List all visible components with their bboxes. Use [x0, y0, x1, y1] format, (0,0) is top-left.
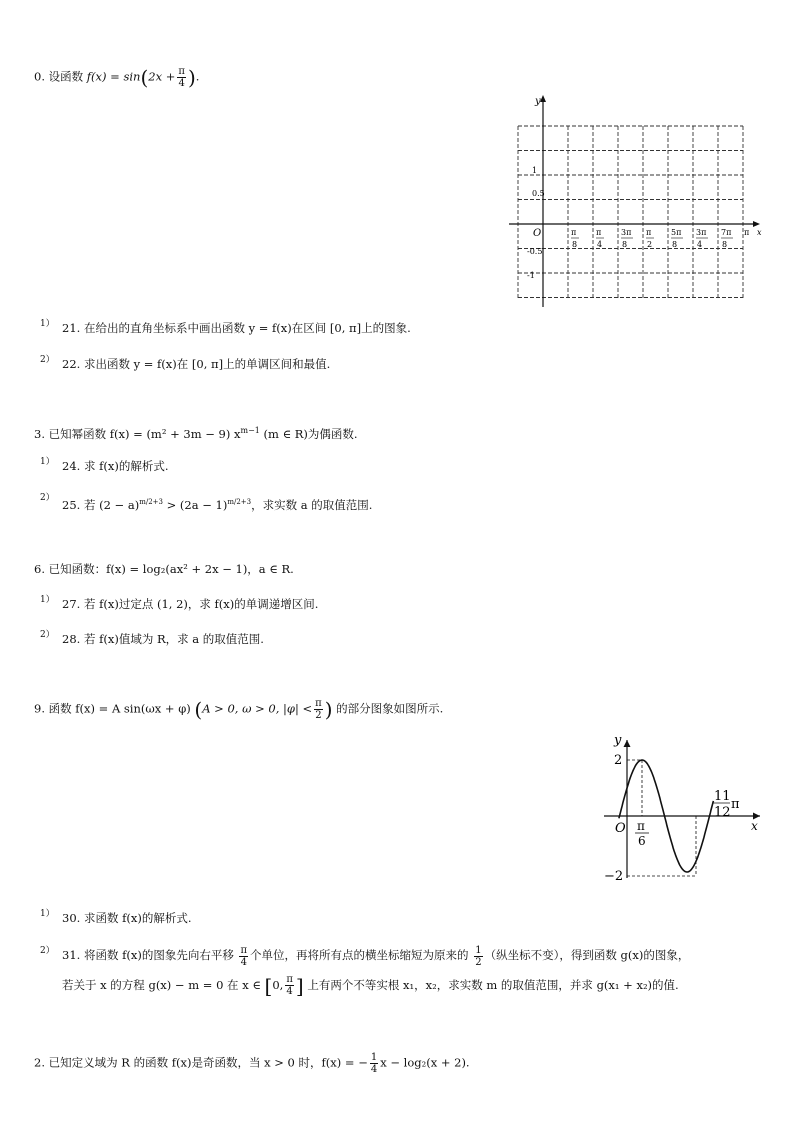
q20-fraction: $\frac{\pi}{4}$ [178, 66, 185, 89]
grid-lines [509, 95, 760, 307]
g2-y-label: y [614, 733, 622, 748]
q31-row: 2） 31. 将函数 f(x)的图象先向右平移 $\frac{\pi}{4}$ 个单位，再将所有点的横坐标缩短为原来的 $\frac{1}{2}$ （纵坐标不变），得到函数 g(x)的图象， 若关于 x 的方程 g(x) − m = 0 在 x ∈ [0, $\frac{\pi}{4}$ ] 上有两个不等实根 x₁，x₂，求实数 m 的取值范围，并求 g(x₁ + x₂)的值. [40, 944, 690, 998]
grid-y-tick: -1 [527, 271, 535, 280]
q25-text: 25. 若 $(2 - a)^{m/2+3} > (2a - 1)^{m/2+3}$，求实数 a 的取值范围. [62, 497, 373, 512]
g2-y-max: 2 [614, 753, 623, 768]
grid-x-tick-den: 8 [672, 240, 678, 249]
g2-xtick2-den: 12 [714, 805, 731, 820]
q28-row: 2） 28. 若 f(x)值域为 R，求 a 的取值范围. [40, 630, 264, 646]
grid-x-tick-num: π [571, 228, 577, 237]
q22-text: 22. 求出函数 y = f(x)在 [0, π]上的单调区间和最值. [62, 357, 331, 371]
grid-x-tick-den: 8 [622, 240, 628, 249]
g2-y-min: −2 [604, 869, 624, 884]
grid-x-tick-num: 5π [671, 228, 682, 237]
q25-row: 2） 25. 若 $(2 - a)^{m/2+3} > (2a - 1)^{m/2+3}$，求实数 a 的取值范围. [40, 493, 373, 512]
grid-x-tick-den: 4 [597, 240, 603, 249]
grid-x-end: π [744, 228, 750, 237]
q22-row: 2） 22. 求出函数 y = f(x)在 [0, π]上的单调区间和最值. [40, 355, 331, 371]
g2-x-label: x [751, 819, 758, 833]
q24-text: 24. 求 f(x)的解析式. [62, 459, 169, 473]
grid-x-tick-num: π [646, 228, 652, 237]
q31-line1: 31. 将函数 f(x)的图象先向右平移 $\frac{\pi}{4}$ 个单位，再将所有点的横坐标缩短为原来的 $\frac{1}{2}$ （纵坐标不变），得到函数 g(x)的图象， [62, 944, 690, 968]
grid-x-tick-den: 2 [647, 240, 653, 249]
q29-statement: 9. 函数 f(x) = A sin(ωx + φ) (A > 0, ω > 0, |φ| < $\frac{\pi}{2}$ ) 的部分图象如图所示. [34, 697, 444, 722]
grid-x-tick-den: 8 [572, 240, 578, 249]
q26-statement: 6. 已知函数：f(x) = log₂(ax² + 2x − 1)，a ∈ R. [34, 562, 294, 576]
g2-origin: O [615, 821, 626, 836]
grid-y-arrow [540, 95, 546, 102]
grid-x-label: x [757, 228, 762, 237]
q30-row: 1） 30. 求函数 f(x)的解析式. [40, 909, 192, 925]
q32-fraction: $\frac{1}{4}$ [370, 1052, 378, 1075]
grid-x-tick-num: 3π [621, 228, 632, 237]
q21-text: 21. 在给出的直角坐标系中画出函数 y = f(x)在区间 [0, π]上的图象. [62, 321, 411, 335]
blank-coordinate-grid [505, 92, 765, 312]
grid-origin: O [533, 228, 542, 239]
q21-row: 1） 21. 在给出的直角坐标系中画出函数 y = f(x)在区间 [0, π]上的图象. [40, 319, 411, 335]
q32-statement: 2. 已知定义域为 R 的函数 f(x)是奇函数，当 x > 0 时，f(x) = − $\frac{1}{4}$ x − log₂(x + 2). [34, 1052, 470, 1075]
g2-xtick-num: π [637, 819, 645, 833]
q27-text: 27. 若 f(x)过定点 (1, 2)，求 f(x)的单调递增区间. [62, 597, 319, 611]
grid-y-tick: 1 [532, 166, 538, 175]
g2-xtick-den: 6 [638, 834, 646, 848]
grid-y-tick: -0.5 [527, 247, 543, 256]
grid-labels [527, 96, 762, 280]
grid-y-label: y [535, 96, 541, 107]
grid-x-tick-num: 3π [696, 228, 707, 237]
grid-x-tick-num: 7π [721, 228, 732, 237]
q23-statement: 3. 已知幂函数 f(x) = (m² + 3m − 9) $x^{m-1}$ (m ∈ R)为偶函数. [34, 426, 358, 441]
grid-x-arrow [753, 221, 760, 227]
grid-x-tick-num: π [596, 228, 602, 237]
q30-text: 30. 求函数 f(x)的解析式. [62, 911, 192, 925]
q31-line2: 若关于 x 的方程 g(x) − m = 0 在 x ∈ [0, $\frac{\pi}{4}$ ] 上有两个不等实根 x₁，x₂，求实数 m 的取值范围，并求 g(x₁ + x₂)的值. [62, 973, 679, 998]
grid-x-tick-den: 4 [697, 240, 703, 249]
q20-statement: 0. 设函数 f(x) = sin(2x + $\frac{\pi}{4}$ ). [34, 65, 200, 90]
g2-xtick2-suffix: π [731, 797, 740, 812]
q27-row: 1） 27. 若 f(x)过定点 (1, 2)，求 f(x)的单调递增区间. [40, 595, 319, 611]
q28-text: 28. 若 f(x)值域为 R，求 a 的取值范围. [62, 632, 264, 646]
q29-fraction: $\frac{\pi}{2}$ [315, 698, 322, 721]
grid-y-tick: 0.5 [532, 189, 545, 198]
sine-graph [600, 728, 780, 888]
grid-x-tick-den: 8 [722, 240, 728, 249]
g2-xtick2-num: 11 [714, 789, 731, 804]
q24-row: 1） 24. 求 f(x)的解析式. [40, 457, 169, 473]
